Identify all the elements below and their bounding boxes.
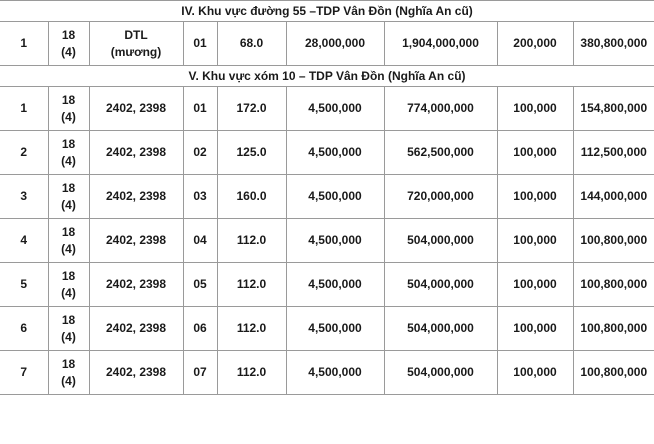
cell-area: 68.0	[217, 22, 286, 66]
cell-lot: 05	[183, 263, 217, 307]
parcel-note: (mương)	[110, 44, 162, 59]
cell-total: 504,000,000	[384, 307, 497, 351]
cell-map-sheet	[48, 87, 89, 131]
cell-map-sheet	[48, 351, 89, 395]
cell-step: 100,000	[497, 351, 573, 395]
table-row	[0, 263, 654, 307]
map-sheet-sub: (4)	[61, 197, 76, 212]
cell-step: 100,000	[497, 87, 573, 131]
cell-area: 160.0	[217, 175, 286, 219]
cell-lot: 01	[183, 22, 217, 66]
map-sheet-number: 18	[61, 268, 76, 283]
cell-total: 504,000,000	[384, 351, 497, 395]
cell-stt: 1	[0, 22, 48, 66]
cell-map-sheet	[48, 175, 89, 219]
table-row	[0, 219, 654, 263]
cell-stt: 3	[0, 175, 48, 219]
cell-step: 200,000	[497, 22, 573, 66]
cell-deposit: 154,800,000	[573, 87, 654, 131]
cell-stt: 5	[0, 263, 48, 307]
cell-stt: 6	[0, 307, 48, 351]
parcel-code: DTL	[124, 27, 148, 42]
cell-step: 100,000	[497, 307, 573, 351]
section-header-row	[0, 1, 654, 22]
map-sheet-sub: (4)	[61, 44, 76, 59]
cell-total: 504,000,000	[384, 219, 497, 263]
cell-step: 100,000	[497, 219, 573, 263]
table-row	[0, 87, 654, 131]
cell-step: 100,000	[497, 131, 573, 175]
map-sheet-number: 18	[61, 27, 76, 42]
cell-map-sheet	[48, 131, 89, 175]
cell-deposit: 100,800,000	[573, 351, 654, 395]
cell-unit-price: 4,500,000	[286, 87, 384, 131]
cell-deposit: 100,800,000	[573, 263, 654, 307]
cell-parcel: 2402, 2398	[89, 175, 183, 219]
cell-total: 504,000,000	[384, 263, 497, 307]
map-sheet-sub: (4)	[61, 373, 76, 388]
table-row	[0, 22, 654, 66]
cell-lot: 06	[183, 307, 217, 351]
cell-unit-price: 4,500,000	[286, 263, 384, 307]
cell-step: 100,000	[497, 263, 573, 307]
map-sheet-number: 18	[61, 180, 76, 195]
table-row	[0, 175, 654, 219]
cell-stt: 4	[0, 219, 48, 263]
cell-unit-price: 4,500,000	[286, 219, 384, 263]
cell-total: 774,000,000	[384, 87, 497, 131]
cell-map-sheet	[48, 263, 89, 307]
cell-area: 112.0	[217, 351, 286, 395]
cell-parcel	[89, 22, 183, 66]
cell-deposit: 144,000,000	[573, 175, 654, 219]
map-sheet-number: 18	[61, 136, 76, 151]
cell-deposit: 380,800,000	[573, 22, 654, 66]
cell-stt: 1	[0, 87, 48, 131]
cell-map-sheet	[48, 22, 89, 66]
cell-lot: 07	[183, 351, 217, 395]
cell-map-sheet	[48, 307, 89, 351]
cell-area: 112.0	[217, 219, 286, 263]
cell-parcel: 2402, 2398	[89, 219, 183, 263]
cell-parcel: 2402, 2398	[89, 351, 183, 395]
cell-total: 1,904,000,000	[384, 22, 497, 66]
cell-area: 112.0	[217, 263, 286, 307]
cell-unit-price: 28,000,000	[286, 22, 384, 66]
cell-stt: 2	[0, 131, 48, 175]
cell-unit-price: 4,500,000	[286, 351, 384, 395]
cell-lot: 04	[183, 219, 217, 263]
map-sheet-number: 18	[61, 224, 76, 239]
cell-unit-price: 4,500,000	[286, 131, 384, 175]
table-row	[0, 351, 654, 395]
cell-parcel: 2402, 2398	[89, 263, 183, 307]
table-row	[0, 307, 654, 351]
cell-lot: 03	[183, 175, 217, 219]
cell-area: 172.0	[217, 87, 286, 131]
cell-area: 112.0	[217, 307, 286, 351]
cell-unit-price: 4,500,000	[286, 307, 384, 351]
cell-parcel: 2402, 2398	[89, 87, 183, 131]
cell-lot: 01	[183, 87, 217, 131]
cell-lot: 02	[183, 131, 217, 175]
cell-total: 562,500,000	[384, 131, 497, 175]
cell-parcel: 2402, 2398	[89, 131, 183, 175]
cell-map-sheet	[48, 219, 89, 263]
map-sheet-sub: (4)	[61, 285, 76, 300]
map-sheet-sub: (4)	[61, 241, 76, 256]
cell-stt: 7	[0, 351, 48, 395]
cell-deposit: 100,800,000	[573, 307, 654, 351]
cell-deposit: 100,800,000	[573, 219, 654, 263]
cell-deposit: 112,500,000	[573, 131, 654, 175]
map-sheet-sub: (4)	[61, 109, 76, 124]
map-sheet-number: 18	[61, 312, 76, 327]
cell-unit-price: 4,500,000	[286, 175, 384, 219]
table-row	[0, 131, 654, 175]
section-title: IV. Khu vực đường 55 –TDP Vân Đồn (Nghĩa An cũ)	[0, 1, 654, 22]
map-sheet-number: 18	[61, 92, 76, 107]
map-sheet-sub: (4)	[61, 329, 76, 344]
cell-parcel: 2402, 2398	[89, 307, 183, 351]
map-sheet-sub: (4)	[61, 153, 76, 168]
cell-step: 100,000	[497, 175, 573, 219]
cell-total: 720,000,000	[384, 175, 497, 219]
section-header-row	[0, 66, 654, 87]
map-sheet-number: 18	[61, 356, 76, 371]
section-title: V. Khu vực xóm 10 – TDP Vân Đồn (Nghĩa An cũ)	[0, 66, 654, 87]
cell-area: 125.0	[217, 131, 286, 175]
